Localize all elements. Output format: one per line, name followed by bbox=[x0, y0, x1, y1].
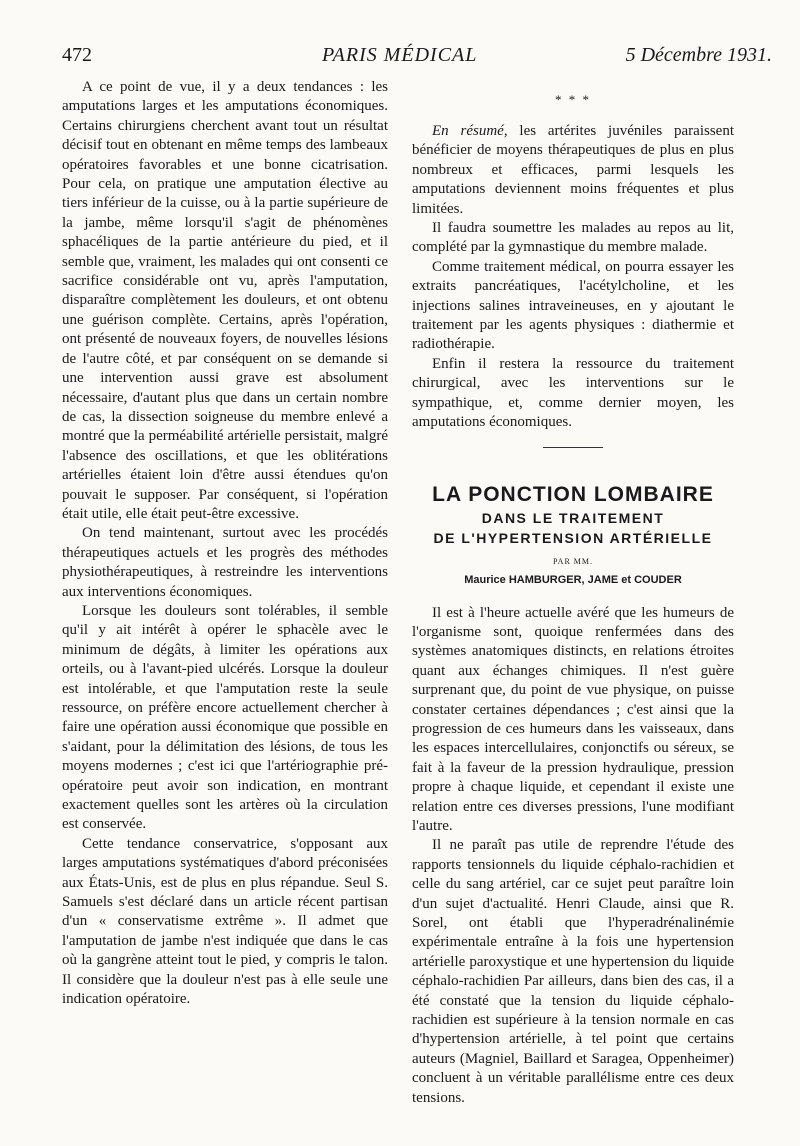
article-title: LA PONCTION LOMBAIRE bbox=[432, 482, 714, 506]
paragraph: Enfin il restera la ressource du traitement chirurgical, avec les interventions sur le sympathique, et, comme dernier moyen, les amputations économiques. bbox=[412, 355, 734, 431]
divider bbox=[543, 447, 603, 448]
article-subtitle-line2: DE L'HYPERTENSION ARTÉRIELLE bbox=[433, 529, 713, 546]
summary-text: les artérites juvéniles paraissent bénéficier de moyens thérapeutiques de plus en plus nombreux et efficaces, parmi lesquels les amputations deviennent moins fréquentes et plus limitées. bbox=[412, 123, 734, 217]
paragraph: Il est à l'heure actuelle avéré que les humeurs de l'organisme sont, quoique renfermées dans des systèmes anatomiques distincts, en relations étroites quant aux échanges chimiques. Il n'est guère surprenant que, du point de vue physique, on puisse constater certaines dépendances ; c'est ainsi que la progression de ces humeurs dans les vaisseaux, dans les espaces intercellulaires, conjonctifs ou séreux, se fait à la faveur de la pression hydraulique, pression propre à chaque liquide, et cependant il existe une relation entre ces diverses pressions, l'une modifiant l'autre. bbox=[412, 604, 734, 834]
paragraph: A ce point de vue, il y a deux tendances : les amputations larges et les amputations économiques. Certains chirurgiens cherchent avant tout un résultat décisif tout en obtenant en même temps des lambeaux opératoires favorables et une bonne cicatrisation. Pour cela, on pratique une amputation élective au tiers inférieur de la cuisse, ou à la partie supérieure de la jambe, même lorsqu'il s'agit de phénomènes sphacéliques de la partie antérieure du pied, et il semble que, vraiment, les malades qui ont consenti ce sacrifice considérable ont vu, après l'amputation, disparaître complètement les douleurs, et ont obtenu une guérison complète. Certains, après l'opération, ont présenté de nouveaux foyers, de nouvelles lésions de l'autre côté, et par conséquent on se demande si une intervention aussi grave est absolument nécessaire, d'autant plus que dans un certain nombre de cas, la dissection soigneuse du membre enlevé a montré que la perméabilité artérielle persistait, malgré l'absence des oscillations, et que les oblitérations artérielles étaient loin d'être aussi étendues qu'on pouvait le supposer. Par conséquent, si l'opération était utile, elle était peut-être excessive. bbox=[62, 79, 388, 522]
right-column bbox=[412, 78, 734, 1108]
article-subtitle-line1: DANS LE TRAITEMENT bbox=[481, 509, 665, 526]
paragraph: Il ne paraît pas utile de reprendre l'étude des rapports tensionnels du liquide céphalo-rachidien et celle du sang artériel, car ce sujet peut paraître loin d'un sujet d'actualité. Henri Claude, ainsi que R. Sorel, ont établi que l'hyperadrénalinémie expérimentale entraîne à la fois une hypertension artérielle paroxystique et une hypertension du liquide céphalo-rachidien Par ailleurs, dans bien des cas, il a été constaté que la tension du liquide céphalo-rachidien est supérieure à la tension normale en cas d'hypertension artérielle, à tel point que certains auteurs (Magniel, Baillard et Saragea, Oppenheimer) concluent à un véritable parallélisme entre ces deux tensions. bbox=[412, 837, 734, 1106]
paragraph: Comme traitement médical, on pourra essayer les extraits pancréatiques, l'acétylcholine, et les injections salines intraveineuses, en y ajoutant le traitement par les agents physiques : diathermie et radiothérapie. bbox=[412, 258, 734, 353]
byline-prefix: PAR MM. bbox=[552, 556, 594, 566]
issue-date: 5 Décembre 1931. bbox=[625, 44, 772, 66]
article-authors: Maurice HAMBURGER, JAME et COUDER bbox=[464, 573, 682, 586]
section-separator: * * * bbox=[555, 92, 591, 107]
paragraph: Cette tendance conservatrice, s'opposant aux larges amputations systématiques d'abord préconisées aux États-Unis, est de plus en plus répandue. Seul S. Samuels s'est déclaré dans un article récent partisan d'un « conservatisme extrême ». Il admet que l'amputation de jambe n'est indiquée que dans le cas où la gangrène atteint tout le pied, y compris le talon. Il considère que la douleur n'est pas à elle seule une indication opératoire. bbox=[62, 835, 388, 1008]
paragraph: Lorsque les douleurs sont tolérables, il semble qu'il y ait intérêt à opérer le sphacèle avec le minimum de dégâts, à limiter les opérations aux orteils, ou à l'avant-pied ulcérés. Lorsque la douleur est intolérable, et que l'amputation reste la seule ressource, on préfère encore actuellement chercher à faire une opération aussi économique que possible en s'aidant, pour la délimitation des lésions, de tous les moyens modernes ; c'est ici que l'artériographie pré-opératoire peut avoir son indication, en montrant exactement quelles sont les artères où la circulation est conservée. bbox=[62, 602, 388, 833]
paragraph: On tend maintenant, surtout avec les procédés thérapeutiques actuels et les progrès des méthodes physiothérapeutiques, à restreindre les interventions aux interventions économiques. bbox=[62, 525, 388, 600]
paragraph: Il faudra soumettre les malades au repos au lit, complété par la gymnastique du membre malade. bbox=[412, 220, 734, 256]
journal-title: PARIS MÉDICAL bbox=[322, 44, 478, 66]
page-header bbox=[62, 44, 780, 72]
summary-lead: En résumé, bbox=[432, 123, 508, 139]
summary-paragraph bbox=[412, 122, 734, 219]
left-column bbox=[62, 78, 388, 1010]
page-number: 472 bbox=[62, 44, 92, 66]
